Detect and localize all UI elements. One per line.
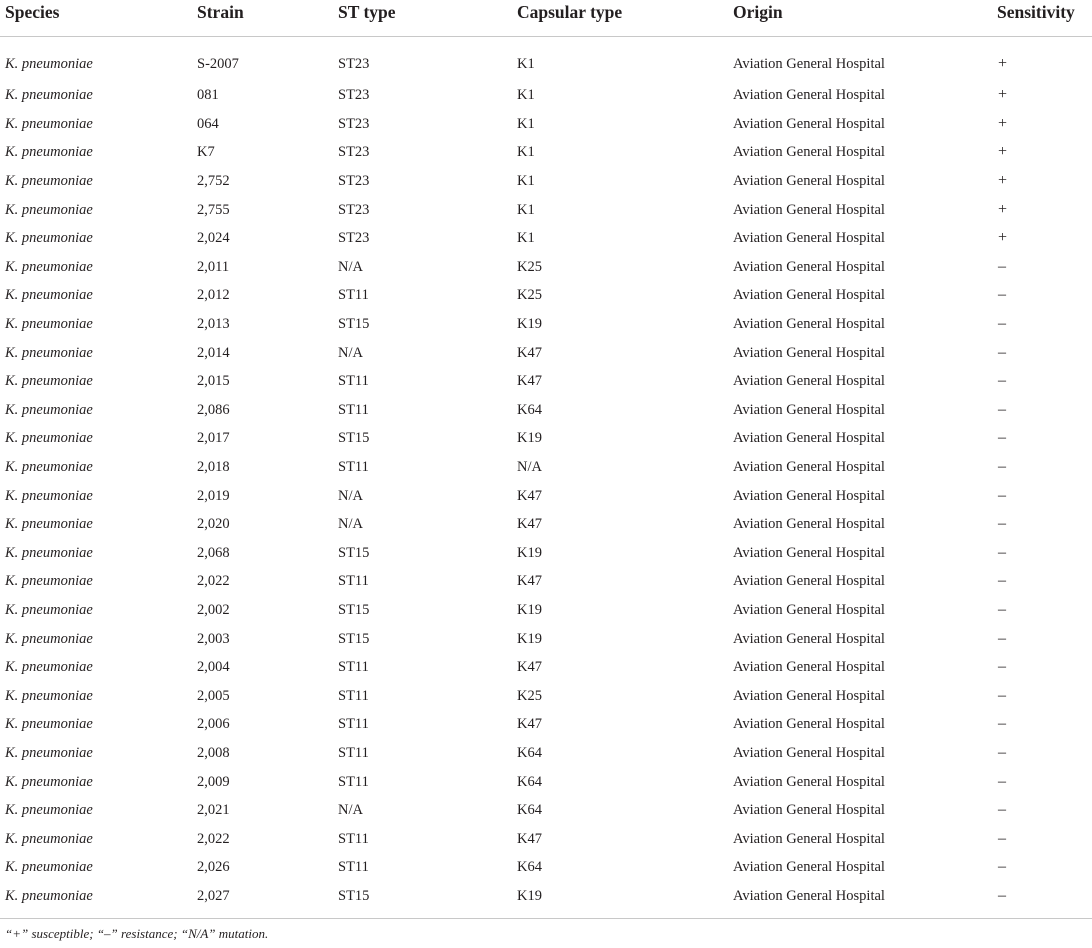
cell-strain: 2,008	[197, 744, 230, 761]
cell-sensitivity: –	[998, 515, 1006, 533]
cell-strain: 2,021	[197, 802, 230, 819]
cell-capsular-type: K1	[517, 230, 535, 247]
cell-species: K. pneumoniae	[5, 601, 93, 618]
cell-species: K. pneumoniae	[5, 173, 93, 190]
cell-origin: Aviation General Hospital	[733, 516, 885, 533]
cell-sensitivity: +	[998, 55, 1008, 72]
cell-st-type: ST11	[338, 744, 369, 761]
cell-st-type: ST15	[338, 430, 370, 447]
cell-sensitivity: –	[998, 658, 1006, 676]
table-row	[0, 681, 1092, 710]
cell-sensitivity: –	[998, 400, 1006, 418]
cell-capsular-type: K64	[517, 773, 542, 790]
cell-species: K. pneumoniae	[5, 859, 93, 876]
cell-strain: 2,013	[197, 316, 230, 333]
cell-origin: Aviation General Hospital	[733, 716, 885, 733]
cell-sensitivity: –	[998, 715, 1006, 733]
cell-strain: 2,017	[197, 430, 230, 447]
table-row	[0, 110, 1092, 139]
cell-capsular-type: K19	[517, 630, 542, 647]
cell-st-type: ST23	[338, 144, 370, 161]
table-header	[0, 0, 1092, 37]
cell-sensitivity: +	[998, 86, 1008, 104]
cell-capsular-type: K47	[517, 716, 542, 733]
cell-species: K. pneumoniae	[5, 659, 93, 676]
table-row	[0, 281, 1092, 310]
cell-species: K. pneumoniae	[5, 487, 93, 504]
cell-capsular-type: K25	[517, 258, 542, 275]
cell-st-type: ST23	[338, 87, 370, 104]
cell-st-type: ST23	[338, 230, 370, 247]
cell-capsular-type: K19	[517, 601, 542, 618]
cell-species: K. pneumoniae	[5, 287, 93, 304]
cell-st-type: ST11	[338, 573, 369, 590]
cell-sensitivity: –	[998, 886, 1006, 904]
table-row	[0, 253, 1092, 282]
cell-sensitivity: –	[998, 343, 1006, 361]
cell-capsular-type: K47	[517, 659, 542, 676]
table-row	[0, 653, 1092, 682]
cell-capsular-type: K1	[517, 201, 535, 218]
header-origin: Origin	[733, 2, 783, 22]
cell-sensitivity: –	[998, 543, 1006, 561]
cell-species: K. pneumoniae	[5, 258, 93, 275]
cell-capsular-type: K47	[517, 373, 542, 390]
cell-origin: Aviation General Hospital	[733, 144, 885, 161]
cell-strain: 2,004	[197, 659, 230, 676]
cell-species: K. pneumoniae	[5, 230, 93, 247]
cell-capsular-type: N/A	[517, 459, 542, 476]
cell-sensitivity: –	[998, 629, 1006, 647]
cell-sensitivity: –	[998, 772, 1006, 790]
cell-capsular-type: K1	[517, 115, 535, 132]
cell-st-type: ST15	[338, 316, 370, 333]
header-capsular-type: Capsular type	[517, 2, 623, 22]
cell-species: K. pneumoniae	[5, 687, 93, 704]
cell-strain: 2,015	[197, 373, 230, 390]
cell-capsular-type: K19	[517, 430, 542, 447]
cell-origin: Aviation General Hospital	[733, 659, 885, 676]
cell-strain: 2,002	[197, 601, 230, 618]
cell-strain: 2,022	[197, 573, 230, 590]
cell-strain: 2,752	[197, 173, 230, 190]
cell-strain: 2,014	[197, 344, 230, 361]
cell-sensitivity: –	[998, 372, 1006, 390]
cell-origin: Aviation General Hospital	[733, 287, 885, 304]
table-footnote: “+” susceptible; “–” resistance; “N/A” mutation.	[5, 926, 269, 941]
table-row	[0, 310, 1092, 339]
cell-origin: Aviation General Hospital	[733, 544, 885, 561]
cell-capsular-type: K19	[517, 316, 542, 333]
cell-capsular-type: K47	[517, 344, 542, 361]
cell-origin: Aviation General Hospital	[733, 830, 885, 847]
cell-origin: Aviation General Hospital	[733, 56, 885, 72]
cell-strain: 2,027	[197, 887, 230, 904]
cell-st-type: ST11	[338, 459, 369, 476]
cell-st-type: N/A	[338, 344, 363, 361]
cell-sensitivity: +	[998, 143, 1008, 161]
cell-st-type: N/A	[338, 802, 363, 819]
cell-capsular-type: K25	[517, 287, 542, 304]
cell-st-type: ST11	[338, 716, 369, 733]
cell-st-type: ST11	[338, 287, 369, 304]
table-row	[0, 624, 1092, 653]
cell-strain: 2,086	[197, 401, 230, 418]
cell-species: K. pneumoniae	[5, 459, 93, 476]
cell-species: K. pneumoniae	[5, 830, 93, 847]
cell-sensitivity: –	[998, 829, 1006, 847]
cell-capsular-type: K1	[517, 87, 535, 104]
table-row	[0, 224, 1092, 253]
cell-st-type: ST11	[338, 859, 369, 876]
cell-sensitivity: –	[998, 257, 1006, 275]
table-row	[0, 338, 1092, 367]
table-row	[0, 481, 1092, 510]
table-row	[0, 567, 1092, 596]
cell-origin: Aviation General Hospital	[733, 373, 885, 390]
cell-st-type: ST15	[338, 544, 370, 561]
table-row	[0, 167, 1092, 196]
cell-capsular-type: K47	[517, 516, 542, 533]
cell-origin: Aviation General Hospital	[733, 630, 885, 647]
cell-sensitivity: –	[998, 429, 1006, 447]
header-row	[0, 0, 1092, 37]
cell-origin: Aviation General Hospital	[733, 230, 885, 247]
cell-origin: Aviation General Hospital	[733, 802, 885, 819]
cell-species: K. pneumoniae	[5, 373, 93, 390]
cell-strain: 2,018	[197, 459, 230, 476]
cell-st-type: ST23	[338, 201, 370, 218]
cell-capsular-type: K64	[517, 744, 542, 761]
cell-species: K. pneumoniae	[5, 430, 93, 447]
cell-st-type: ST11	[338, 830, 369, 847]
cell-sensitivity: –	[998, 600, 1006, 618]
cell-capsular-type: K47	[517, 573, 542, 590]
cell-st-type: ST23	[338, 56, 370, 72]
cell-strain: 2,006	[197, 716, 230, 733]
cell-species: K. pneumoniae	[5, 544, 93, 561]
cell-sensitivity: –	[998, 486, 1006, 504]
cell-st-type: ST23	[338, 173, 370, 190]
cell-sensitivity: +	[998, 172, 1008, 190]
cell-species: K. pneumoniae	[5, 316, 93, 333]
cell-origin: Aviation General Hospital	[733, 573, 885, 590]
cell-strain: 2,068	[197, 544, 230, 561]
cell-origin: Aviation General Hospital	[733, 487, 885, 504]
cell-origin: Aviation General Hospital	[733, 258, 885, 275]
cell-st-type: N/A	[338, 516, 363, 533]
cell-species: K. pneumoniae	[5, 344, 93, 361]
table-row	[0, 396, 1092, 425]
cell-sensitivity: –	[998, 286, 1006, 304]
cell-species: K. pneumoniae	[5, 773, 93, 790]
cell-st-type: ST15	[338, 887, 370, 904]
cell-st-type: ST23	[338, 115, 370, 132]
cell-capsular-type: K64	[517, 802, 542, 819]
cell-origin: Aviation General Hospital	[733, 115, 885, 132]
cell-species: K. pneumoniae	[5, 115, 93, 132]
cell-capsular-type: K19	[517, 544, 542, 561]
cell-species: K. pneumoniae	[5, 744, 93, 761]
cell-capsular-type: K64	[517, 401, 542, 418]
table-row	[0, 81, 1092, 110]
cell-species: K. pneumoniae	[5, 716, 93, 733]
table-row	[0, 853, 1092, 882]
cell-strain: 2,024	[197, 230, 230, 247]
table-row	[0, 824, 1092, 853]
cell-st-type: ST11	[338, 401, 369, 418]
cell-capsular-type: K64	[517, 859, 542, 876]
cell-species: K. pneumoniae	[5, 201, 93, 218]
table-row	[0, 453, 1092, 482]
cell-species: K. pneumoniae	[5, 573, 93, 590]
cell-species: K. pneumoniae	[5, 87, 93, 104]
cell-capsular-type: K19	[517, 887, 542, 904]
table-row	[0, 710, 1092, 739]
header-strain: Strain	[197, 2, 244, 22]
cell-origin: Aviation General Hospital	[733, 344, 885, 361]
cell-sensitivity: –	[998, 858, 1006, 876]
cell-capsular-type: K1	[517, 173, 535, 190]
cell-capsular-type: K1	[517, 56, 535, 72]
cell-strain: K7	[197, 144, 215, 161]
table-row	[0, 796, 1092, 825]
table-row	[0, 510, 1092, 539]
cell-origin: Aviation General Hospital	[733, 687, 885, 704]
cell-origin: Aviation General Hospital	[733, 744, 885, 761]
table-row	[0, 367, 1092, 396]
table-row	[0, 882, 1092, 911]
cell-sensitivity: +	[998, 200, 1008, 218]
table-row	[0, 195, 1092, 224]
cell-st-type: N/A	[338, 258, 363, 275]
table-row	[0, 739, 1092, 768]
cell-origin: Aviation General Hospital	[733, 887, 885, 904]
cell-st-type: ST15	[338, 601, 370, 618]
cell-origin: Aviation General Hospital	[733, 87, 885, 104]
cell-origin: Aviation General Hospital	[733, 601, 885, 618]
header-sensitivity: Sensitivity	[997, 2, 1075, 22]
header-species: Species	[5, 2, 60, 22]
cell-capsular-type: K25	[517, 687, 542, 704]
cell-origin: Aviation General Hospital	[733, 773, 885, 790]
cell-sensitivity: –	[998, 743, 1006, 761]
cell-strain: 2,009	[197, 773, 230, 790]
cell-origin: Aviation General Hospital	[733, 401, 885, 418]
table-row	[0, 767, 1092, 796]
cell-sensitivity: –	[998, 686, 1006, 704]
cell-strain: 2,755	[197, 201, 230, 218]
cell-capsular-type: K47	[517, 487, 542, 504]
cell-origin: Aviation General Hospital	[733, 173, 885, 190]
cell-origin: Aviation General Hospital	[733, 316, 885, 333]
cell-origin: Aviation General Hospital	[733, 430, 885, 447]
header-st-type: ST type	[338, 2, 396, 22]
cell-origin: Aviation General Hospital	[733, 459, 885, 476]
cell-species: K. pneumoniae	[5, 144, 93, 161]
cell-capsular-type: K47	[517, 830, 542, 847]
cell-st-type: ST15	[338, 630, 370, 647]
table-row	[0, 539, 1092, 568]
cell-strain: 081	[197, 87, 219, 104]
cell-species: K. pneumoniae	[5, 516, 93, 533]
cell-origin: Aviation General Hospital	[733, 859, 885, 876]
table-row	[0, 596, 1092, 625]
cell-st-type: N/A	[338, 487, 363, 504]
cell-species: K. pneumoniae	[5, 401, 93, 418]
cell-st-type: ST11	[338, 687, 369, 704]
table-row	[0, 424, 1092, 453]
cell-strain: 2,022	[197, 830, 230, 847]
cell-sensitivity: –	[998, 801, 1006, 819]
table-row	[0, 37, 1092, 82]
cell-strain: 2,003	[197, 630, 230, 647]
cell-strain: 2,020	[197, 516, 230, 533]
cell-species: K. pneumoniae	[5, 56, 93, 72]
cell-sensitivity: –	[998, 572, 1006, 590]
cell-sensitivity: +	[998, 229, 1008, 247]
cell-strain: 2,012	[197, 287, 230, 304]
cell-sensitivity: –	[998, 315, 1006, 333]
table-body	[0, 37, 1092, 911]
cell-strain: 2,026	[197, 859, 230, 876]
cell-capsular-type: K1	[517, 144, 535, 161]
table-row	[0, 138, 1092, 167]
cell-species: K. pneumoniae	[5, 630, 93, 647]
cell-sensitivity: –	[998, 458, 1006, 476]
cell-strain: 064	[197, 115, 219, 132]
cell-species: K. pneumoniae	[5, 887, 93, 904]
cell-strain: 2,005	[197, 687, 230, 704]
cell-st-type: ST11	[338, 773, 369, 790]
cell-origin: Aviation General Hospital	[733, 201, 885, 218]
cell-sensitivity: +	[998, 114, 1008, 132]
cell-strain: 2,019	[197, 487, 230, 504]
cell-species: K. pneumoniae	[5, 802, 93, 819]
cell-strain: 2,011	[197, 258, 230, 275]
table-bottom-rule	[0, 918, 1092, 919]
cell-st-type: ST11	[338, 659, 369, 676]
cell-strain: S-2007	[197, 56, 239, 72]
cell-st-type: ST11	[338, 373, 369, 390]
